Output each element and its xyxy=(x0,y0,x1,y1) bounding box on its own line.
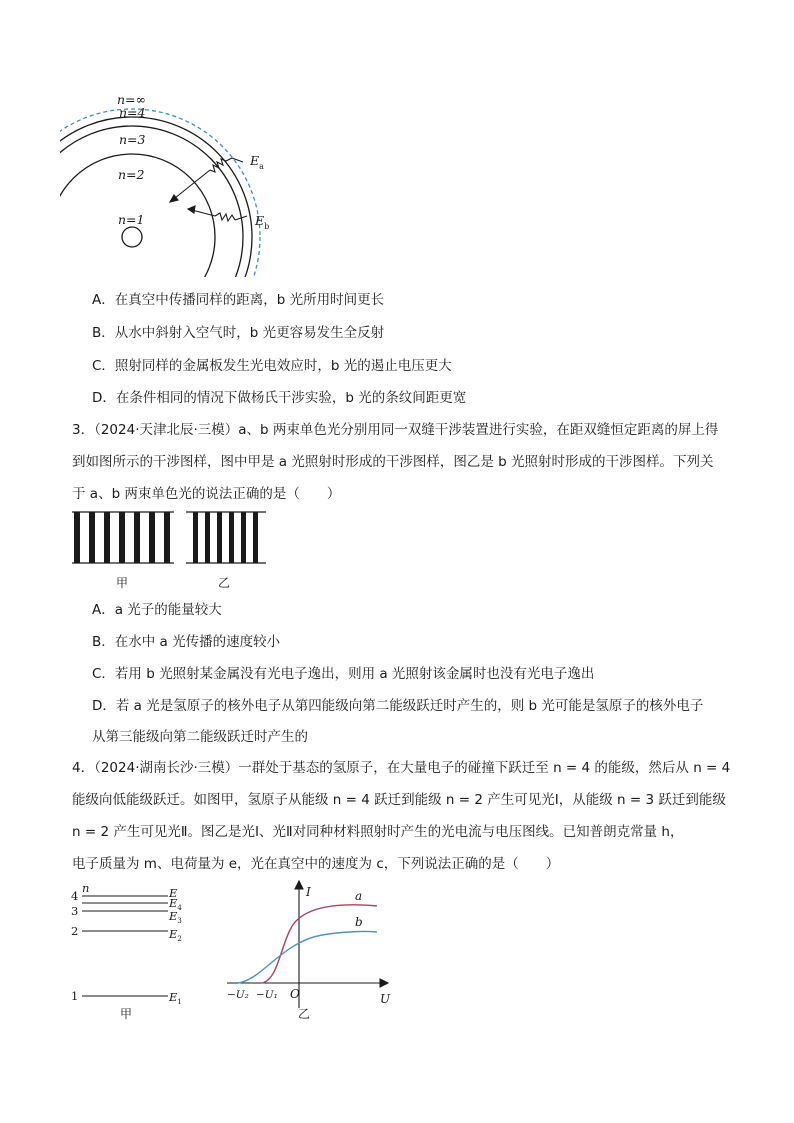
curve-a-label: a xyxy=(355,889,363,903)
curve-b-label: b xyxy=(355,915,363,929)
q2-option-c: C．照射同样的金属板发生光电效应时，b 光的遏止电压更大 xyxy=(92,358,452,374)
q2-option-d: D．在条件相同的情况下做杨氏干涉实验，b 光的条纹间距更宽 xyxy=(92,390,467,406)
orbit-n1 xyxy=(122,227,142,247)
q3-option-b: B．在水中 a 光传播的速度较小 xyxy=(92,634,281,650)
label-energy-b: $E_b$ xyxy=(255,213,270,231)
photocurrent-graph xyxy=(222,880,402,1020)
level-E3: $E_3$ xyxy=(169,909,182,925)
q4-stem-line-2: 能级向低能级跃迁。如图甲，氢原子从能级 n = 4 跃迁到能级 n = 2 产生可见光Ⅰ，从能级 n = 3 跃迁到能级 xyxy=(72,792,726,808)
origin-label: O xyxy=(290,987,300,1001)
q3-option-d-continued: 从第三能级向第二能级跃迁时产生的 xyxy=(92,729,308,745)
label-n2: n=2 xyxy=(118,167,145,182)
interference-pattern-b xyxy=(186,510,266,566)
curve-b xyxy=(238,931,377,983)
q3-stem-line-2: 到如图所示的干涉图样，图中甲是 a 光照射时形成的干涉图样，图乙是 b 光照射时形成的干涉图样。下列关 xyxy=(72,454,714,470)
level-E2: $E_2$ xyxy=(169,927,182,943)
caption-jia-q3: 甲 xyxy=(116,576,129,590)
q4-stem-line-3: n = 2 产生可见光Ⅱ。图乙是光Ⅰ、光Ⅱ对同种材料照射时产生的光电流与电压图线。已知普朗克常量 h， xyxy=(72,824,684,840)
label-energy-a: $E_a$ xyxy=(250,153,264,171)
q2-option-a: A．在真空中传播同样的距离，b 光所用时间更长 xyxy=(92,292,385,308)
tick-minus-u2: −U₂ xyxy=(227,989,249,1001)
level-E-inf: E xyxy=(169,886,178,900)
level-n-header: n xyxy=(82,881,90,895)
q2-option-b: B．从水中斜射入空气时，b 光更容易发生全反射 xyxy=(92,325,385,341)
axis-label-i: I xyxy=(306,885,311,899)
q4-stem-line-4: 电子质量为 m、电荷量为 e，光在真空中的速度为 c，下列说法正确的是（ ） xyxy=(72,856,560,872)
level-2-num: 2 xyxy=(71,924,79,938)
transition-arrow-a xyxy=(170,158,243,202)
axis-label-u: U xyxy=(380,992,391,1006)
level-4-num: 4 xyxy=(71,889,79,903)
caption-yi-q4: 乙 xyxy=(298,1007,311,1021)
label-n1: n=1 xyxy=(118,212,145,227)
q3-option-d: D．若 a 光是氢原子的核外电子从第四能级向第二能级跃迁时产生的，则 b 光可能是氢原子的核外电子 xyxy=(92,698,704,714)
orbit-diagram xyxy=(60,92,300,282)
caption-jia-q4: 甲 xyxy=(120,1007,133,1021)
level-1-num: 1 xyxy=(71,989,79,1003)
q4-stem-line-1: 4．（2024·湖南长沙·三模）一群处于基态的氢原子，在大量电子的碰撞下跃迁至 n = 4 的能级，然后从 n = 4 xyxy=(72,760,731,776)
transition-arrow-b xyxy=(188,206,247,221)
orbit-n3 xyxy=(21,126,243,348)
level-E4: $E_4$ xyxy=(169,896,182,912)
label-n4: n=4 xyxy=(119,105,146,120)
level-3-num: 3 xyxy=(71,904,79,918)
q3-stem-line-1: 3．（2024·天津北辰·三模）a、b 两束单色光分别用同一双缝干涉装置进行实验，在距双缝恒定距离的屏上得 xyxy=(72,422,719,438)
label-n3: n=3 xyxy=(119,132,146,147)
caption-yi-q3: 乙 xyxy=(218,576,231,590)
energy-level-diagram xyxy=(68,880,198,1020)
orbit-n4 xyxy=(12,117,252,357)
q3-option-a: A．a 光子的能量较大 xyxy=(92,602,222,618)
level-E1: $E_1$ xyxy=(169,990,182,1006)
q3-stem-line-3: 于 a、b 两束单色光的说法正确的是（ ） xyxy=(72,486,341,502)
interference-pattern-a xyxy=(72,510,174,566)
tick-minus-u1: −U₁ xyxy=(256,989,278,1001)
q3-option-c: C．若用 b 光照射某金属没有光电子逸出，则用 a 光照射该金属时也没有光电子逸出 xyxy=(92,666,595,682)
label-n-infinity: n=∞ xyxy=(117,92,146,107)
